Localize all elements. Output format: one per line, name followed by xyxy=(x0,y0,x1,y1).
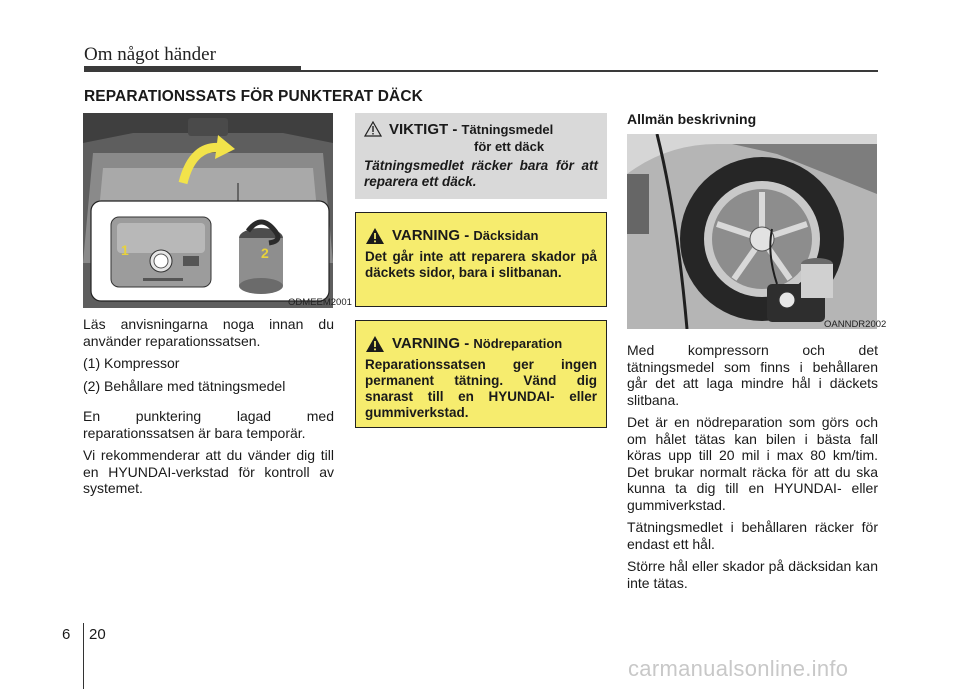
item-compressor: (1) Kompressor xyxy=(83,355,180,371)
footer-vertical-rule xyxy=(83,623,84,689)
figure-caption-2: OANNDR2002 xyxy=(824,319,887,330)
kit-description-paragraph: Med kompressorn och det tätningsmedel som finns i behållaren går det att laga mindre hål i däckets slitbana. xyxy=(627,342,878,408)
figure-caption-1: ODMEEM2001 xyxy=(288,297,352,308)
notice-box-sealant xyxy=(355,113,607,199)
callout-2: 2 xyxy=(261,245,269,261)
general-description-title: Allmän beskrivning xyxy=(627,111,757,127)
tire-compressor-illustration xyxy=(627,134,877,329)
single-hole-paragraph: Tätningsmedlet i behållaren räcker för endast ett hål. xyxy=(627,519,878,552)
notice-body: Tätningsmedlet räcker bara för att reparera ett däck. xyxy=(364,158,598,189)
chapter-title: Om något händer xyxy=(84,44,216,65)
intro-paragraph: Läs anvisningarna noga innan du använder reparationssatsen. xyxy=(83,316,334,349)
warning1-subject: Däcksidan xyxy=(473,228,539,243)
figure-trunk-kit xyxy=(83,113,333,308)
temporary-repair-paragraph: En punktering lagad med reparationssatsen är bara temporär. xyxy=(83,408,334,441)
item-sealant-container: (2) Behållare med tätningsmedel xyxy=(83,377,286,394)
warning2-subject: Nödreparation xyxy=(473,336,563,351)
warning-triangle-icon xyxy=(365,227,385,245)
figure-tire-compressor xyxy=(627,134,877,329)
warning1-label: VARNING - xyxy=(392,227,474,244)
workshop-recommendation-paragraph: Vi rekommenderar att du vänder dig till en HYUNDAI-verkstad för kontroll av systemet. xyxy=(83,447,334,496)
header-rule-thick xyxy=(84,66,301,72)
warning-box-sidewall xyxy=(355,212,607,307)
warning-triangle-icon xyxy=(365,335,385,353)
footer-page-number: 20 xyxy=(89,626,106,643)
caution-triangle-icon xyxy=(364,121,382,137)
notice-subject-line1: Tätningsmedel xyxy=(461,122,554,137)
warning-box-emergency-repair xyxy=(355,320,607,428)
header-rule-thin xyxy=(301,70,878,72)
watermark: carmanualsonline.info xyxy=(628,656,849,681)
warning2-body: Reparationssatsen ger ingen permanent tätning. Vänd dig snarast till en HYUNDAI- eller gummiverkstad. xyxy=(365,357,597,420)
emergency-repair-paragraph: Det är en nödreparation som görs och om hålet tätas kan bilen i bästa fall köras upp till 20 mil i max 80 km/tim. Det brukar normalt räcka för att du ska kunna ta dig till en HYUNDAI- eller gummiverkstad. xyxy=(627,414,878,513)
section-title: REPARATIONSSATS FÖR PUNKTERAT DÄCK xyxy=(84,88,423,105)
column-3 xyxy=(627,342,878,597)
notice-label: VIKTIGT - xyxy=(389,121,462,138)
callout-1: 1 xyxy=(121,242,129,258)
footer-chapter-number: 6 xyxy=(62,626,71,643)
warning1-body: Det går inte att reparera skador på däckets sidor, bara i slitbanan. xyxy=(365,249,597,280)
warning2-label: VARNING - xyxy=(392,335,474,352)
trunk-kit-illustration xyxy=(83,113,333,308)
notice-subject-line2: för ett däck xyxy=(474,139,545,154)
large-damage-paragraph: Större hål eller skador på däcksidan kan inte tätas. xyxy=(627,558,878,591)
column-1 xyxy=(83,316,334,503)
